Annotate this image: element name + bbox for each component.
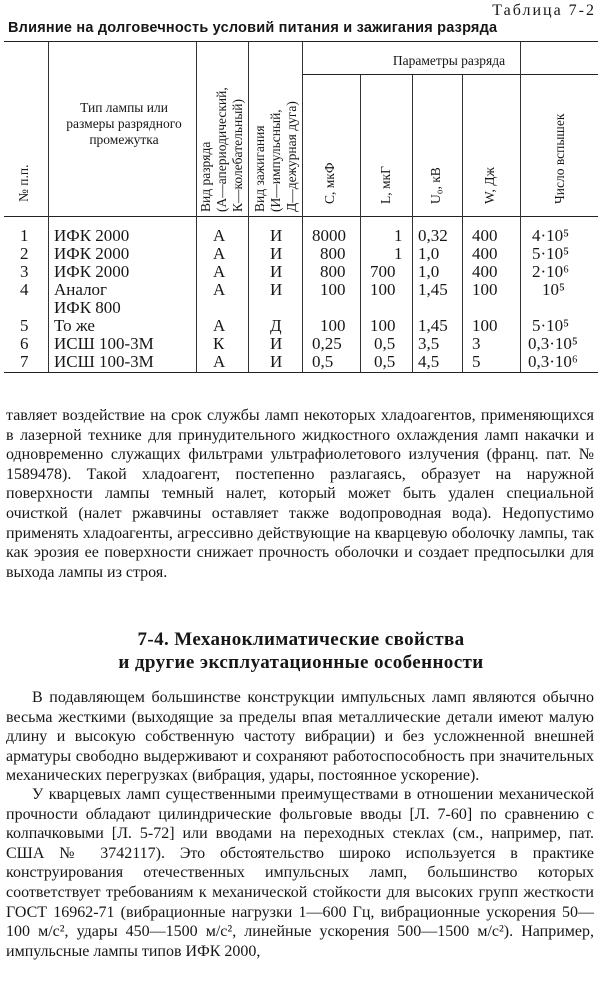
header-ignition-kind: Вид зажигания (И—импульсный, Д—дежурная дуга) [252, 101, 299, 212]
table-title: Влияние на долговечность условий питания и зажигания разряда [8, 20, 498, 36]
header-discharge-kind: Вид разряда (А—апериодический, К—колебательный) [198, 87, 245, 212]
table-number: Таблица 7-2 [492, 2, 596, 19]
header-lamp-type: Тип лампы или размеры разрядного промежутка [66, 100, 182, 147]
col-divider [248, 42, 249, 372]
data-table: № п.п. Тип лампы или размеры разрядного промежутка Вид разряда (А—апериодический, К—колебательный) Вид зажигания (И—импульсный, Д—дежурная дуга) Параметры разряда C, мкФ L, мкГ U₀, кВ W, Дж Число вспышек 1 ИФК 2000 А И 8000 1 0,32 400 4·10⁵ 2 ИФК 2000 А И 800 1 1,0 400 5·10⁵ 3 ИФК 2000 А И 800 700 1,0 400 2·10⁶ 4 Аналог ИФК 800 А И 100 100 1,45 100 10⁵ 5 То же А Д 100 100 1,45 100 5·10⁵ 6 ИСШ 100-3М К И 0,25 0,5 3,5 3 0,3·10⁵ 7 ИСШ 100-3М А И 0,5 0,5 4,5 5 0,3·10⁶ [0, 0, 602, 400]
header-voltage: U₀, кВ [428, 167, 443, 204]
body-paragraph: тавляет воздействие на срок службы ламп некоторых хладоагентов, применяющихся в лазерной технике для принудительного жидкостного охлаждения ламп накачки и одновременно служащих фильтрами ультрафиолетового излучения (франц. пат. № 1589478). Такой хладоагент, постепенно разлагаясь, образует на наружной поверхности лампы темный налет, который может быть удален специальной очисткой (налет ржавчины оставляет также водопроводная вода). Недопустимо применять хладоагенты, агрессивно действующие на кварцевую оболочку лампы, так как эрозия ее поверхности снижает прочность оболочки и создает предпосылки для выхода лампы из строя. [6, 407, 594, 581]
col-divider [302, 42, 303, 372]
col-divider [360, 75, 361, 372]
col-divider [196, 42, 197, 372]
header-params-group: Параметры разряда [392, 53, 506, 68]
body-paragraph: В подавляющем большинстве конструкции импульсных ламп являются обычно весьма жесткими (выходящие за пределы впая металлические детали имеют малую длину и высокую собственную частоту вибрации) и без усложненной внешней арматуры свободно выдерживают и сохраняют работоспособность при значительных механических перегрузках (вибрация, удары, постоянное ускорение). [6, 689, 594, 785]
header-bottom-rule [4, 216, 598, 217]
col-divider [412, 75, 413, 372]
header-capacitance: C, мкФ [322, 162, 337, 204]
col-divider [520, 42, 521, 372]
params-group-rule [302, 74, 598, 75]
table-bottom-rule [4, 372, 598, 373]
col-divider [48, 42, 49, 372]
header-inductance: L, мкГ [378, 166, 393, 204]
col-divider [462, 75, 463, 372]
header-flash-count: Число вспышек [552, 113, 567, 204]
section-heading: 7-4. Механоклиматические свойства и другие эксплуатационные особенности [118, 629, 484, 673]
header-index: № п.п. [16, 164, 31, 202]
table-top-rule [4, 41, 598, 42]
body-paragraph: У кварцевых ламп существенными преимуществами в отношении механической прочности обладают цилиндрические фольговые вводы [Л. 7-60] по сравнению с колпачковыми [Л. 5-72] или вводами на переходных стеклах (см., например, пат. США № 3742117). Это обстоятельство широко используется в практике конструирования отечественных импульсных ламп, большинство которых соответствует требованиям к механической стойкости для высоких групп жесткости ГОСТ 16962-71 (вибрационные нагрузки 1—600 Гц, вибрационные ускорения 50—100 м/с², удары 450—1500 м/с², линейные ускорения 500—1500 м/с²). Например, импульсные лампы типов ИФК 2000, [6, 786, 594, 960]
header-energy: W, Дж [482, 167, 497, 204]
